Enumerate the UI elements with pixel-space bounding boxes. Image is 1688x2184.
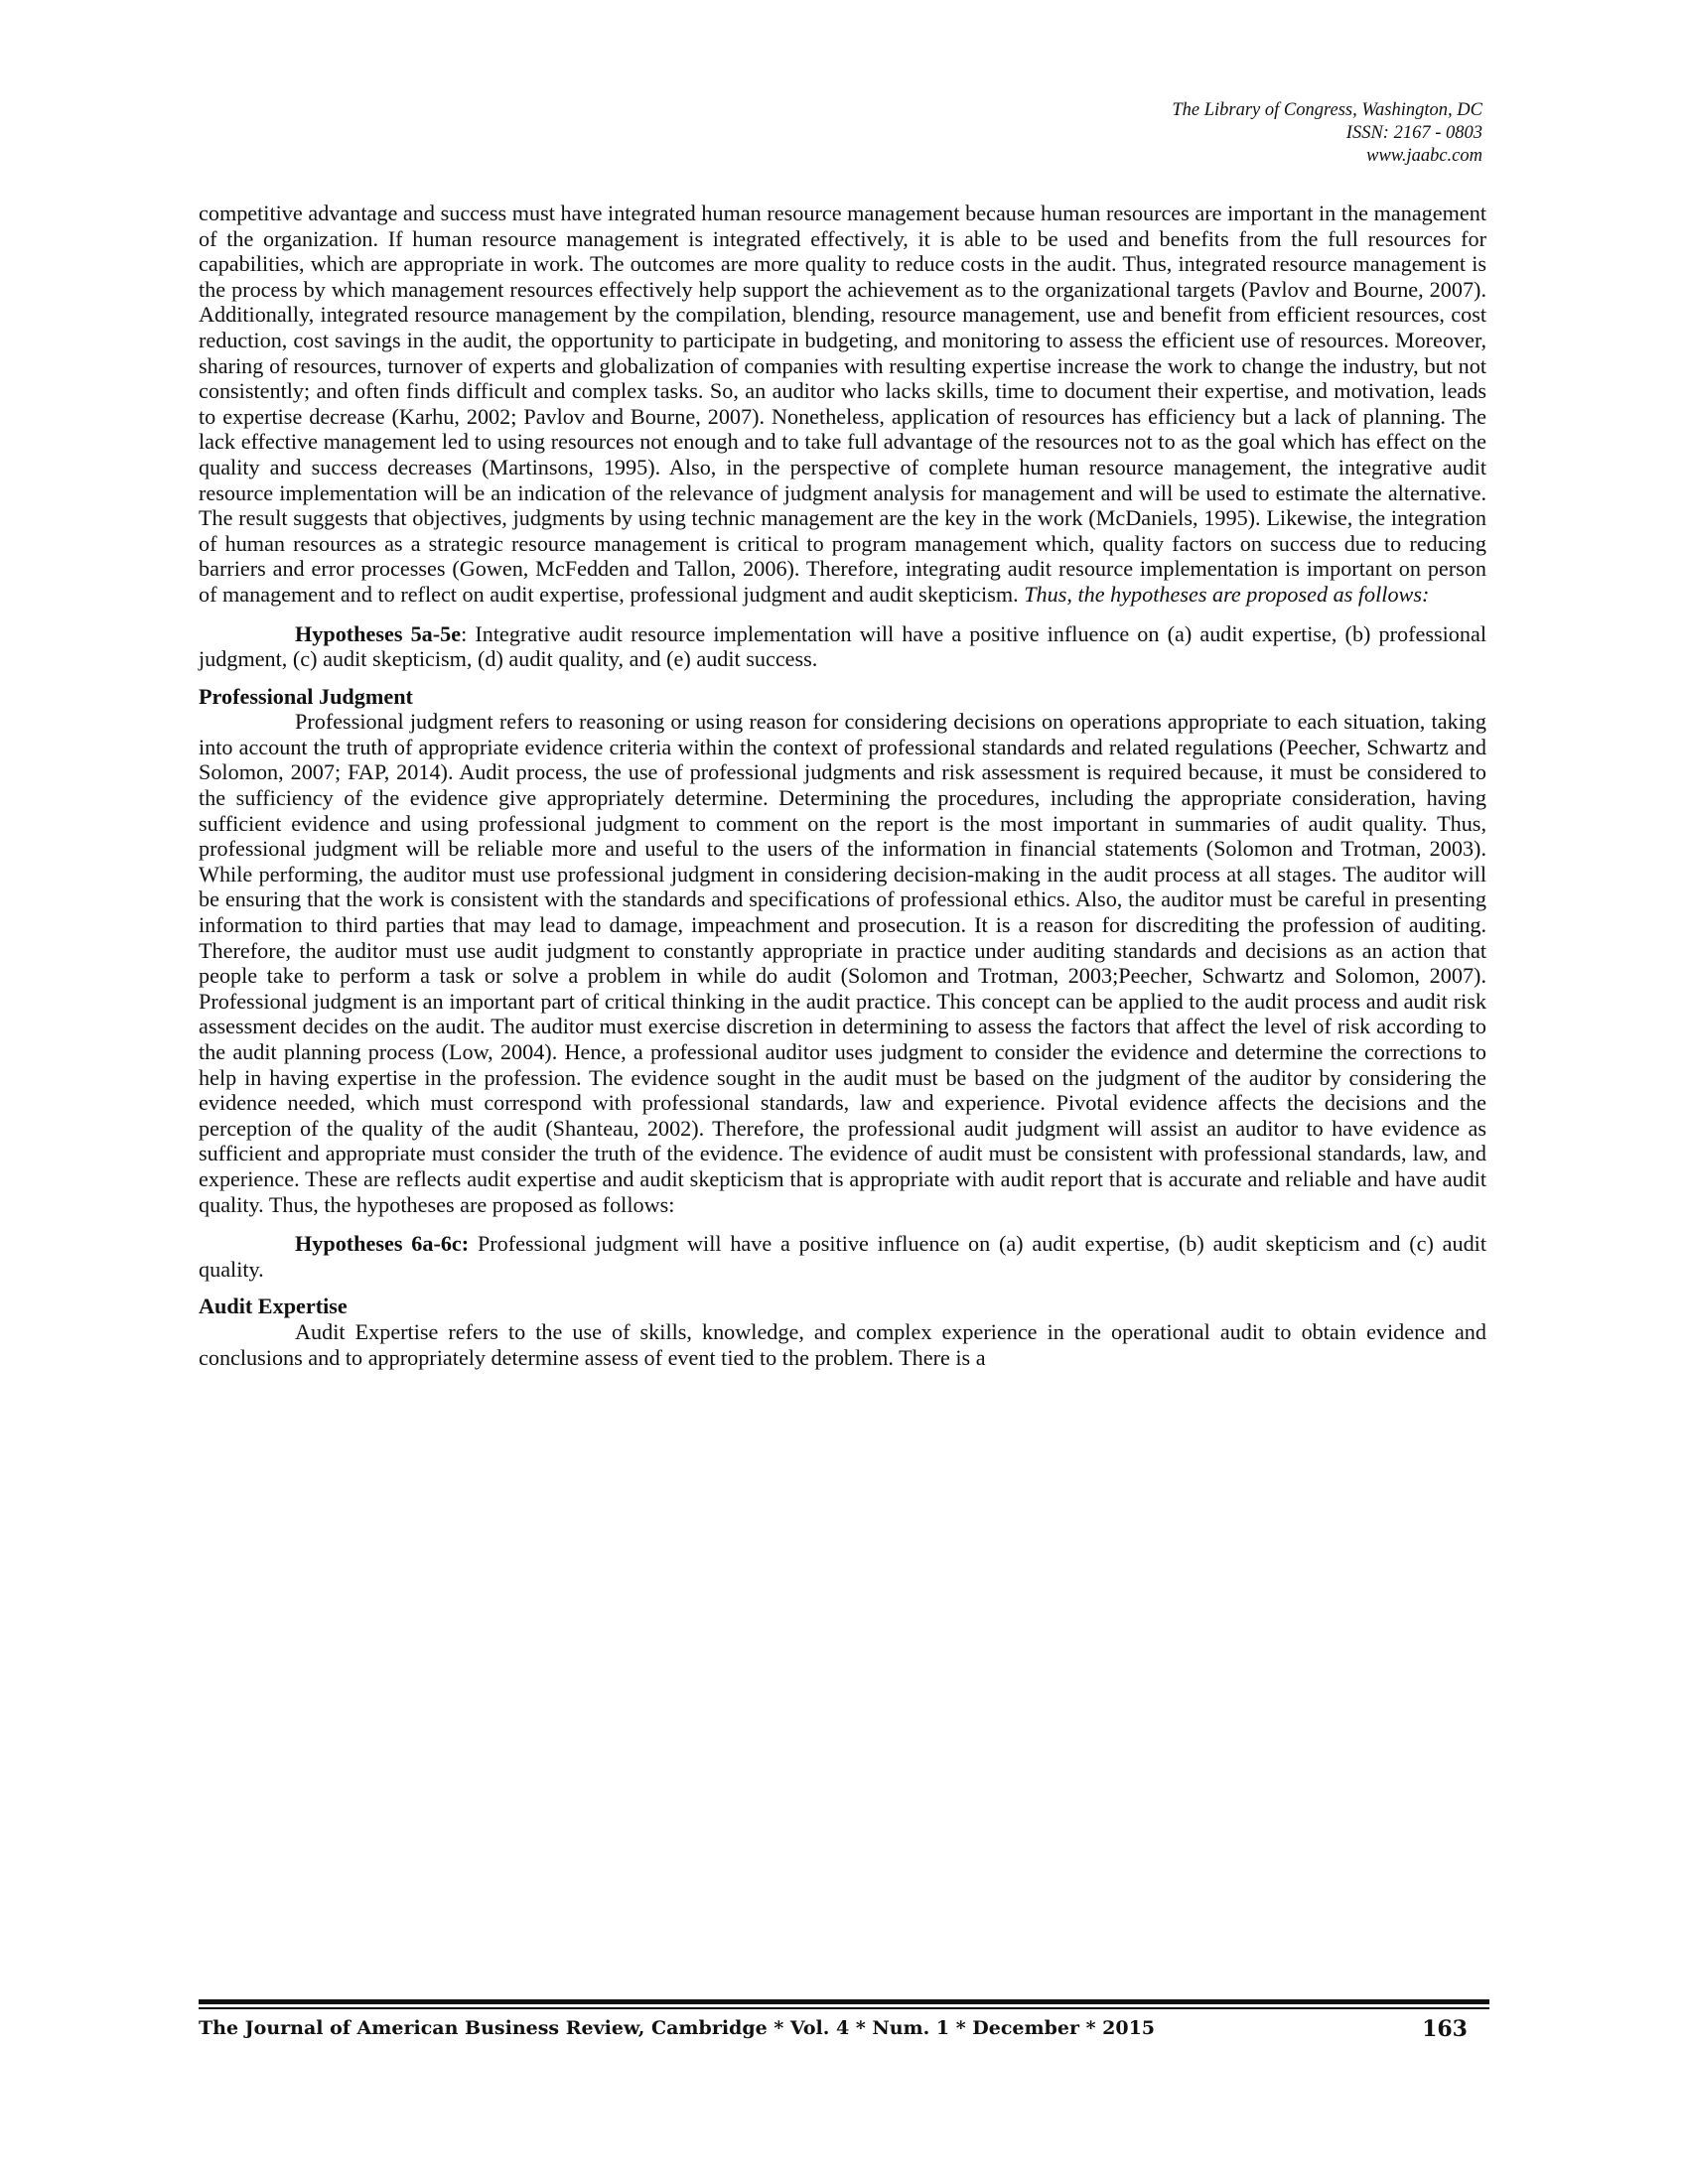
section-heading-audit-expertise: Audit Expertise bbox=[199, 1294, 348, 1319]
header-issn: ISSN: 2167 - 0803 bbox=[1345, 123, 1482, 143]
paragraph-integrated-resources bbox=[199, 201, 1486, 608]
paragraph-audit-expertise: Audit Expertise refers to the use of skills, knowledge, and complex experience in the operational audit to obtain evidence and conclusions and to appropriately determine assess of event tied to the problem. There is a bbox=[199, 1318, 1486, 1370]
article-body bbox=[199, 201, 1486, 1370]
italic-transition: Thus, the hypotheses are proposed as follows: bbox=[1024, 581, 1430, 607]
hypothesis-5 bbox=[199, 621, 1486, 672]
paragraph-professional-judgment: Professional judgment refers to reasoning or using reason for considering decisions on operations appropriate to each situation, taking into account the truth of appropriate evidence criteria within the context of professional standards and related regulations (Peecher, Schwartz and Solomon, 2007; FAP, 2014). Audit process, the use of professional judgments and risk assessment is required because, it must be considered to the sufficiency of the evidence give appropriately determine. Determining the procedures, including the appropriate consideration, having sufficient evidence and using professional judgment to comment on the report is the most important in summaries of audit quality. Thus, professional judgment will be reliable more and useful to the users of the information in financial statements (Solomon and Trotman, 2003). While performing, the auditor must use professional judgment in considering decision-making in the audit process at all stages. The auditor will be ensuring that the work is consistent with the standards and specifications of professional ethics. Also, the auditor must be careful in presenting information to third parties that may lead to damage, impeachment and prosecution. It is a reason for discrediting the profession of auditing. Therefore, the auditor must use audit judgment to constantly appropriate in practice under auditing standards and decisions as an action that people take to perform a task or solve a problem in while do audit (Solomon and Trotman, 2003;Peecher, Schwartz and Solomon, 2007). Professional judgment is an important part of critical thinking in the audit practice. This concept can be applied to the audit process and audit risk assessment decides on the audit. The auditor must exercise discretion in determining to assess the factors that affect the level of risk according to the audit planning process (Low, 2004). Hence, a professional auditor uses judgment to consider the evidence and determine the corrections to help in having expertise in the profession. The evidence sought in the audit must be based on the judgment of the auditor by considering the evidence needed, which must correspond with professional standards, law and experience. Pivotal evidence affects the decisions and the perception of the quality of the audit (Shanteau, 2002). Therefore, the professional audit judgment will assist an auditor to have evidence as sufficient and appropriate must consider the truth of the evidence. The evidence of audit must be consistent with professional standards, law, and experience. These are reflects audit expertise and audit skepticism that is appropriate with audit report that is accurate and reliable and have audit quality. Thus, the hypotheses are proposed as follows: bbox=[199, 709, 1486, 1217]
footer-rule-thick bbox=[199, 1999, 1489, 2004]
hypothesis-6-text: Professional judgment will have a positive influence on (a) audit expertise, (b) audit skepticism and (c) audit quality. bbox=[199, 1231, 1486, 1282]
hypothesis-5-text: : Integrative audit resource implementation will have a positive influence on (a) audit expertise, (b) professional judgment, (c) audit skepticism, (d) audit quality, and (e) audit success. bbox=[199, 620, 1486, 672]
hypothesis-6 bbox=[199, 1231, 1486, 1282]
footer-journal-citation: The Journal of American Business Review, Cambridge * Vol. 4 * Num. 1 * December * 2015 bbox=[199, 2017, 1156, 2039]
paragraph-text: competitive advantage and success must have integrated human resource management because human resources are important in the management of the organization. If human resource management is integrated effectively, it is able to be used and benefits from the full resources for capabilities, which are appropriate in work. The outcomes are more quality to reduce costs in the audit. Thus, integrated resource management is the process by which management resources effectively help support the achievement as to the organizational targets (Pavlov and Bourne, 2007). Additionally, integrated resource management by the compilation, blending, resource management, use and benefit from efficient resources, cost reduction, cost savings in the audit, the opportunity to participate in budgeting, and monitoring to assess the efficient use of resources. Moreover, sharing of resources, turnover of experts and globalization of companies with resulting expertise increase the work to change the industry, but not consistently; and often finds difficult and complex tasks. So, an auditor who lacks skills, time to document their expertise, and motivation, leads to expertise decrease (Karhu, 2002; Pavlov and Bourne, 2007). Nonetheless, application of resources has efficiency but a lack of planning. The lack effective management led to using resources not enough and to take full advantage of the resources not to as the goal which has effect on the quality and success decreases (Martinsons, 1995). Also, in the perspective of complete human resource management, the integrative audit resource implementation will be an indication of the relevance of judgment analysis for management and will be used to estimate the alternative. The result suggests that objectives, judgments by using technic management are the key in the work (McDaniels, 1995). Likewise, the integration of human resources as a strategic resource management is critical to program management which, quality factors on success due to reducing barriers and error processes (Gowen, McFedden and Tallon, 2006). Therefore, integrating audit resource implementation is important on person of management and to reflect on audit expertise, professional judgment and audit skepticism. bbox=[199, 201, 1486, 607]
header-website: www.jaabc.com bbox=[1366, 146, 1482, 166]
running-header bbox=[1172, 99, 1482, 168]
section-heading-professional-judgment: Professional Judgment bbox=[199, 683, 413, 709]
hypothesis-5-label: Hypotheses 5a-5e bbox=[295, 620, 462, 646]
hypothesis-6-label: Hypotheses 6a-6c: bbox=[295, 1231, 470, 1257]
page-number: 163 bbox=[1422, 2016, 1468, 2042]
header-library: The Library of Congress, Washington, DC bbox=[1172, 100, 1482, 120]
running-footer bbox=[199, 2017, 1489, 2047]
footer-rule-thin bbox=[199, 2007, 1489, 2009]
